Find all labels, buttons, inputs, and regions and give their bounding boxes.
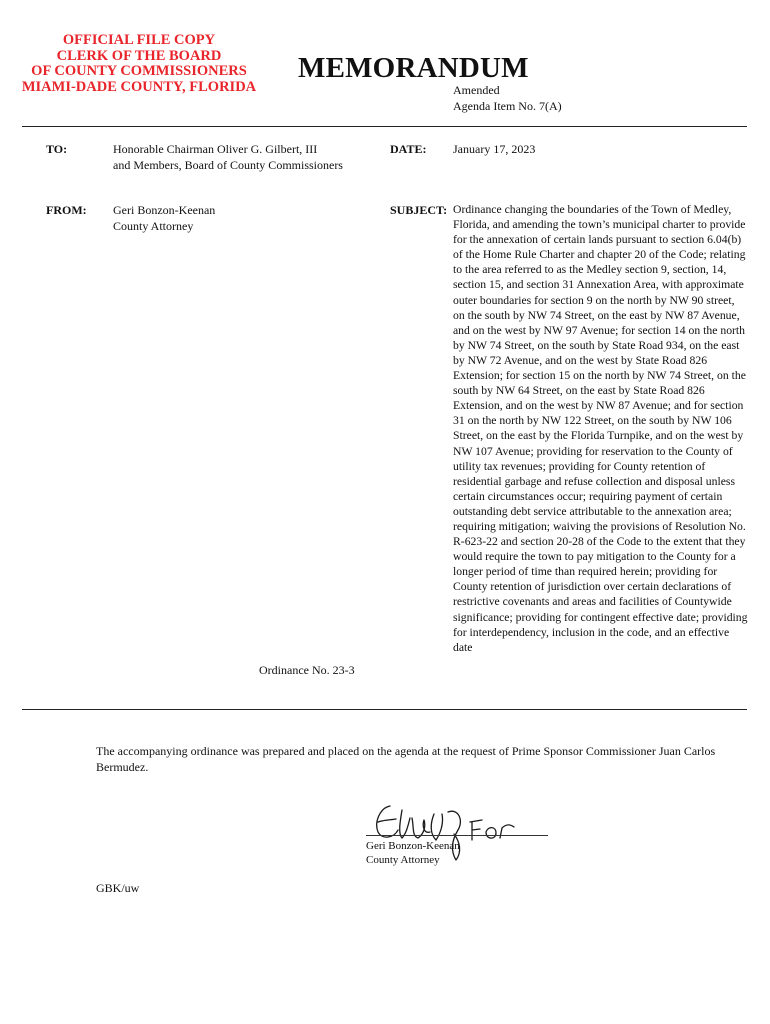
to-line: Honorable Chairman Oliver G. Gilbert, III bbox=[113, 142, 318, 156]
bottom-divider bbox=[22, 709, 747, 710]
sponsor-note: The accompanying ordinance was prepared and placed on the agenda at the request of Prime Sponsor Commissioner Juan Carlos Bermudez. bbox=[96, 744, 716, 774]
signer-block bbox=[366, 839, 460, 867]
stamp-line: OFFICIAL FILE COPY bbox=[62, 32, 216, 48]
from-line: County Attorney bbox=[113, 219, 194, 233]
memo-title: MEMORANDUM bbox=[298, 52, 529, 84]
stamp-line: OF COUNTY COMMISSIONERS bbox=[31, 63, 247, 79]
agenda-status bbox=[453, 82, 562, 114]
to-label: TO: bbox=[46, 142, 68, 156]
date-label: DATE: bbox=[390, 142, 427, 156]
top-divider bbox=[22, 126, 747, 127]
signer-name: Geri Bonzon-Keenan bbox=[366, 840, 460, 852]
to-line: and Members, Board of County Commissioners bbox=[113, 158, 343, 172]
date-value: January 17, 2023 bbox=[453, 142, 536, 156]
ordinance-number: Ordinance No. 23-3 bbox=[259, 663, 355, 677]
typist-initials: GBK/uw bbox=[96, 881, 140, 895]
to-recipient bbox=[113, 141, 343, 173]
subject-label: SUBJECT: bbox=[390, 203, 448, 217]
stamp-line: CLERK OF THE BOARD bbox=[56, 47, 222, 64]
subject-text: Ordinance changing the boundaries of the Town of Medley, Florida, and amending the town’s municipal charter to provide for the annexation of certain lands pursuant to section 6.04(b) of the Home Rule Charter and chapter 20 of the Code; relating to the area referred to as the Medley section 9, section, 14, section 15, and section 31 Annexation Area, with approximate outer boundaries for section 9 on the north by NW 90 street, on the south by NW 74 Street, on the east by NW 87 Avenue, and on the west by NW 97 Avenue; for section 14 on the north by NW 74 Street, on the south by State Road 934, on the east by NW 72 Avenue, and on the west by State Road 826 Extension; for section 15 on the north by NW 74 Street, on the south by NW 64 Street, on the east by State Road 826 Extension, and on the west by NW 87 Avenue; and for section 31 on the north by NW 122 Street, on the south by NW 106 Street, on the east by the Florida Turnpike, and on the west by NW 107 Avenue; providing for reservation to the County of utility tax revenues; providing for County retention of residential garbage and refuse collection and disposal unless certain circumstances occur; requiring payment of certain outstanding debt service attributable to the annexation area; requiring mitigation; waiving the provisions of Resolution No. R-623-22 and section 20-28 of the Code to the extent that they would require the town to pay mitigation to the County for a longer period of time than required herein; providing for County retention of jurisdiction over certain declarations of restrictive covenants and areas and facilities of Countywide significance; providing for contingent effective date; providing for interdependency, inclusion in the code, and an effective date bbox=[453, 203, 748, 654]
from-sender bbox=[113, 202, 215, 234]
signer-title: County Attorney bbox=[366, 854, 440, 866]
agenda-item-number: Agenda Item No. 7(A) bbox=[453, 99, 562, 113]
signature-line bbox=[366, 835, 548, 836]
from-label: FROM: bbox=[46, 203, 87, 217]
amended-label: Amended bbox=[453, 83, 500, 97]
clerk-stamp bbox=[8, 33, 270, 95]
from-line: Geri Bonzon-Keenan bbox=[113, 203, 216, 217]
stamp-line: MIAMI-DADE COUNTY, FLORIDA bbox=[21, 78, 257, 95]
